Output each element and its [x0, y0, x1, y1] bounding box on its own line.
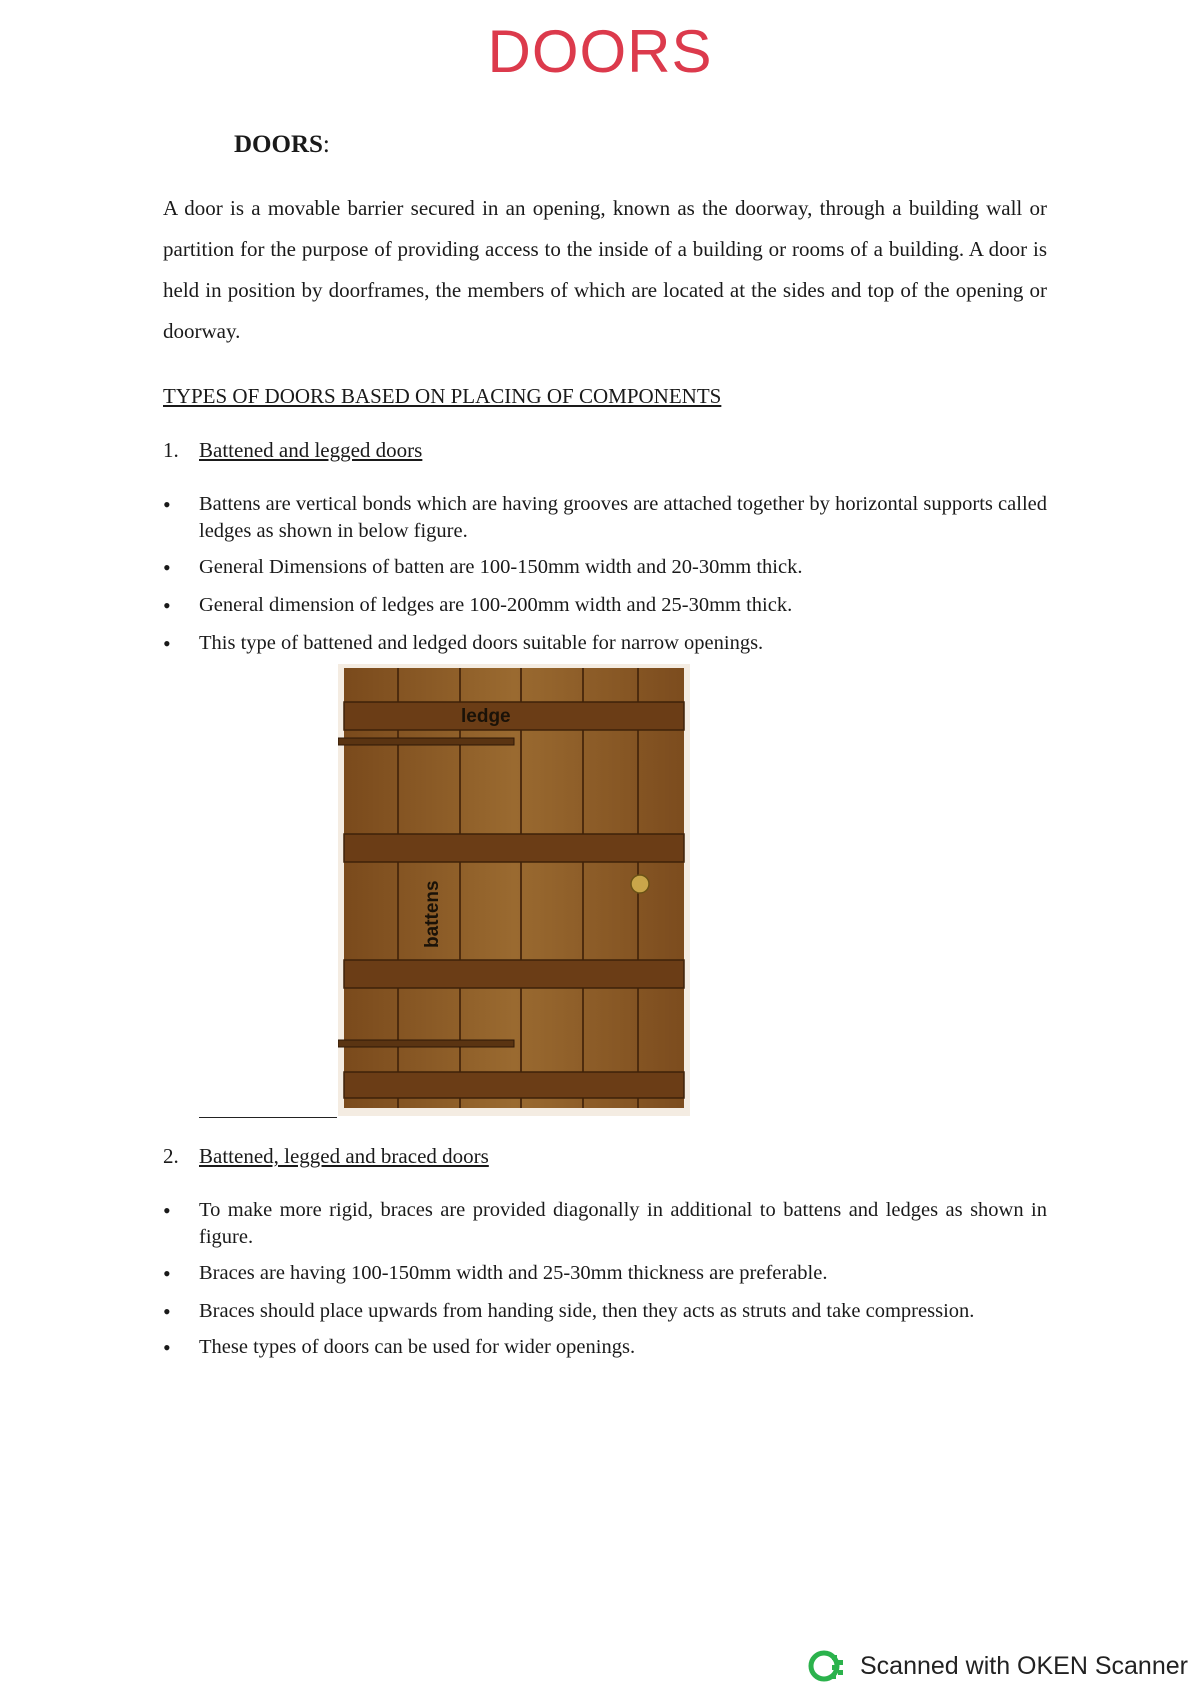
types-section-title: TYPES OF DOORS BASED ON PLACING OF COMPONENTS — [163, 384, 722, 408]
ledge-label: ledge — [461, 706, 511, 727]
type-1-bullet-list — [163, 491, 1047, 657]
list-item: • General dimension of ledges are 100-200mm width and 25-30mm thick. — [163, 592, 1047, 619]
type-1-label: Battened and legged doors — [199, 438, 423, 462]
list-item: • General Dimensions of batten are 100-150mm width and 20-30mm thick. — [163, 554, 1047, 581]
hinge-strap-top — [338, 738, 514, 745]
type-2-number: 2. — [163, 1144, 179, 1168]
list-item: • Braces should place upwards from handing side, then they acts as struts and take compression. — [163, 1298, 1047, 1325]
list-item: • Braces are having 100-150mm width and 25-30mm thickness are preferable. — [163, 1260, 1047, 1287]
type-1-number: 1. — [163, 438, 179, 462]
ledge-top — [344, 702, 684, 730]
type-2-label: Battened, legged and braced doors — [199, 1144, 489, 1168]
door-knob — [631, 875, 649, 893]
intro-paragraph: A door is a movable barrier secured in an opening, known as the doorway, through a building wall or partition for the purpose of providing access to the inside of a building or rooms of a building. A door is held in position by doorframes, the members of which are located at the sides and top of the opening or doorway. — [163, 196, 1047, 343]
list-item: • To make more rigid, braces are provided diagonally in additional to battens and ledges as shown in figure. — [163, 1197, 1047, 1251]
heading-suffix: : — [322, 131, 330, 158]
scanner-logo-icon — [808, 1649, 848, 1683]
battened-ledged-door-figure — [338, 664, 690, 1116]
footer-text: Scanned with OKEN Scanner — [860, 1651, 1188, 1680]
section-heading — [234, 130, 330, 160]
hinge-strap-bottom — [338, 1040, 514, 1047]
banner-title: DOORS — [487, 18, 713, 85]
type-2-bullet-list — [163, 1197, 1047, 1361]
type-1-heading — [163, 436, 422, 464]
list-item: • This type of battened and ledged doors suitable for narrow openings. — [163, 630, 1047, 657]
ledge-middle — [344, 834, 684, 862]
ledge-lower — [344, 960, 684, 988]
battens-label: battens — [422, 880, 443, 948]
type-2-heading — [163, 1142, 489, 1170]
underline-stub — [199, 1117, 337, 1118]
ledge-bottom — [344, 1072, 684, 1098]
list-item: • These types of doors can be used for wider openings. — [163, 1334, 1047, 1361]
list-item: • Battens are vertical bonds which are having grooves are attached together by horizontal supports called ledges as shown in below figure. — [163, 491, 1047, 545]
heading-text: DOORS — [234, 131, 323, 158]
scanner-footer — [808, 1646, 1188, 1686]
